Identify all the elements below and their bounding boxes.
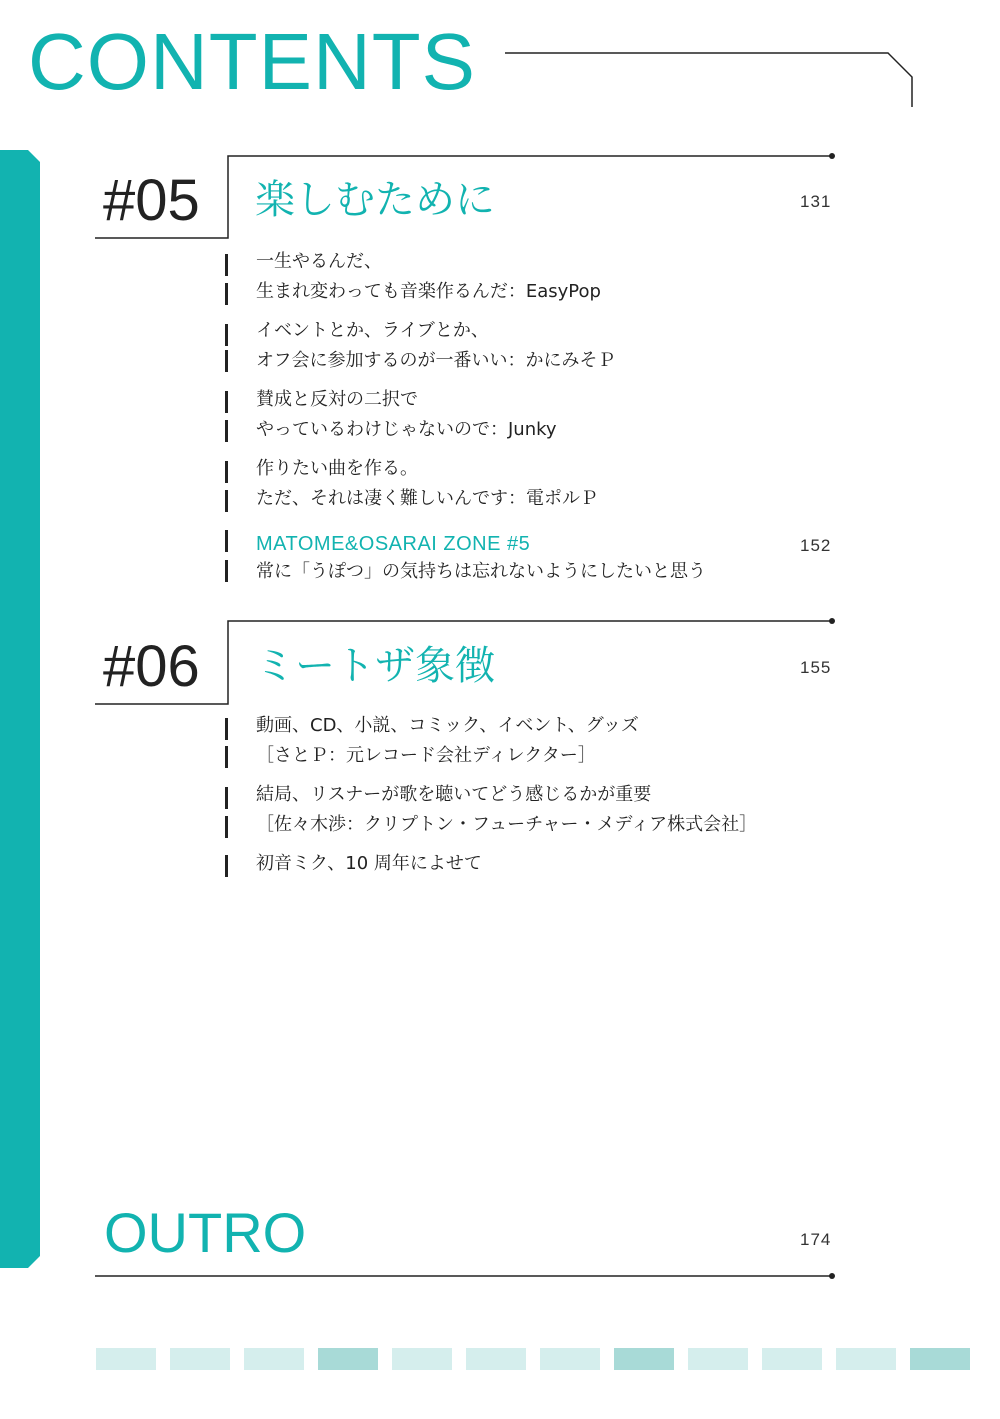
entry-marker xyxy=(225,254,228,276)
toc-entry[interactable] xyxy=(256,385,557,445)
section-06-page: 155 xyxy=(800,658,832,677)
toc-entry-line: 賛成と反対の二択で xyxy=(256,389,418,410)
entry-marker xyxy=(225,718,228,740)
toc-entry[interactable] xyxy=(256,711,639,771)
entry-marker xyxy=(225,324,228,346)
decorative-swatch xyxy=(318,1348,378,1370)
decorative-swatch xyxy=(392,1348,452,1370)
entry-marker xyxy=(225,560,228,582)
entry-marker xyxy=(225,350,228,372)
entry-marker xyxy=(225,855,228,877)
section-05-frame-dot xyxy=(829,153,835,159)
toc-entry-line: オフ会に参加するのが一番いい：かにみそＰ xyxy=(256,350,616,371)
section-05-number: #05 xyxy=(103,168,200,233)
entry-marker xyxy=(225,490,228,512)
page-title: CONTENTS xyxy=(28,17,476,106)
decorative-swatch xyxy=(170,1348,230,1370)
decorative-swatch xyxy=(688,1348,748,1370)
section-05-page: 131 xyxy=(800,192,832,211)
entry-marker xyxy=(225,530,228,552)
toc-entry[interactable] xyxy=(256,316,615,376)
entry-marker xyxy=(225,283,228,305)
matome-heading[interactable]: MATOME&OSARAI ZONE #5 xyxy=(256,533,531,555)
toc-entry-line: 初音ミク、10 周年によせて xyxy=(256,853,482,874)
toc-entry-line: 動画、CD、小説、コミック、イベント、グッズ xyxy=(256,715,639,736)
toc-entry-line: 一生やるんだ、 xyxy=(256,251,382,272)
decorative-swatch xyxy=(244,1348,304,1370)
toc-entry[interactable] xyxy=(256,780,757,840)
decorative-swatch xyxy=(96,1348,156,1370)
toc-entry-line: ［さとＰ：元レコード会社ディレクター］ xyxy=(256,745,596,766)
toc-entry-line: 作りたい曲を作る。 xyxy=(256,458,418,479)
decorative-swatch xyxy=(466,1348,526,1370)
entry-marker xyxy=(225,420,228,442)
decorative-swatch xyxy=(540,1348,600,1370)
entry-marker xyxy=(225,391,228,413)
entry-marker xyxy=(225,746,228,768)
decorative-swatch xyxy=(836,1348,896,1370)
entry-marker xyxy=(225,787,228,809)
outro-underline-dot xyxy=(829,1273,835,1279)
decorative-swatch xyxy=(614,1348,674,1370)
outro-title[interactable]: OUTRO xyxy=(104,1201,307,1264)
toc-entry-line: ［佐々木渉：クリプトン・フューチャー・メディア株式会社］ xyxy=(256,814,758,835)
toc-entry-line: 生まれ変わっても音楽作るんだ：EasyPop xyxy=(256,281,601,302)
decorative-swatch xyxy=(762,1348,822,1370)
toc-entry-line: やっているわけじゃないので：Junky xyxy=(256,419,557,440)
decorative-swatch xyxy=(910,1348,970,1370)
toc-entry[interactable] xyxy=(256,454,598,514)
toc-entry[interactable] xyxy=(256,247,601,307)
title-corner-frame xyxy=(505,53,912,107)
section-06-title[interactable]: ミートザ象徴 xyxy=(255,643,495,689)
toc-entry-line: イベントとか、ライブとか、 xyxy=(256,320,489,341)
entry-marker xyxy=(225,461,228,483)
outro-page: 174 xyxy=(800,1230,832,1249)
section-06-frame-dot xyxy=(829,618,835,624)
matome-page: 152 xyxy=(800,536,832,555)
sidebar-band xyxy=(0,150,40,1268)
entry-marker xyxy=(225,816,228,838)
toc-entry[interactable] xyxy=(256,849,482,879)
section-06-number: #06 xyxy=(103,634,200,699)
toc-entry-line: ただ、それは凄く難しいんです：電ポルＰ xyxy=(256,488,598,509)
toc-entry-line: 結局、リスナーが歌を聴いてどう感じるかが重要 xyxy=(256,784,652,805)
matome-subtitle: 常に「うぽつ」の気持ちは忘れないようにしたいと思う xyxy=(256,561,706,582)
section-05-title[interactable]: 楽しむために xyxy=(255,177,495,223)
